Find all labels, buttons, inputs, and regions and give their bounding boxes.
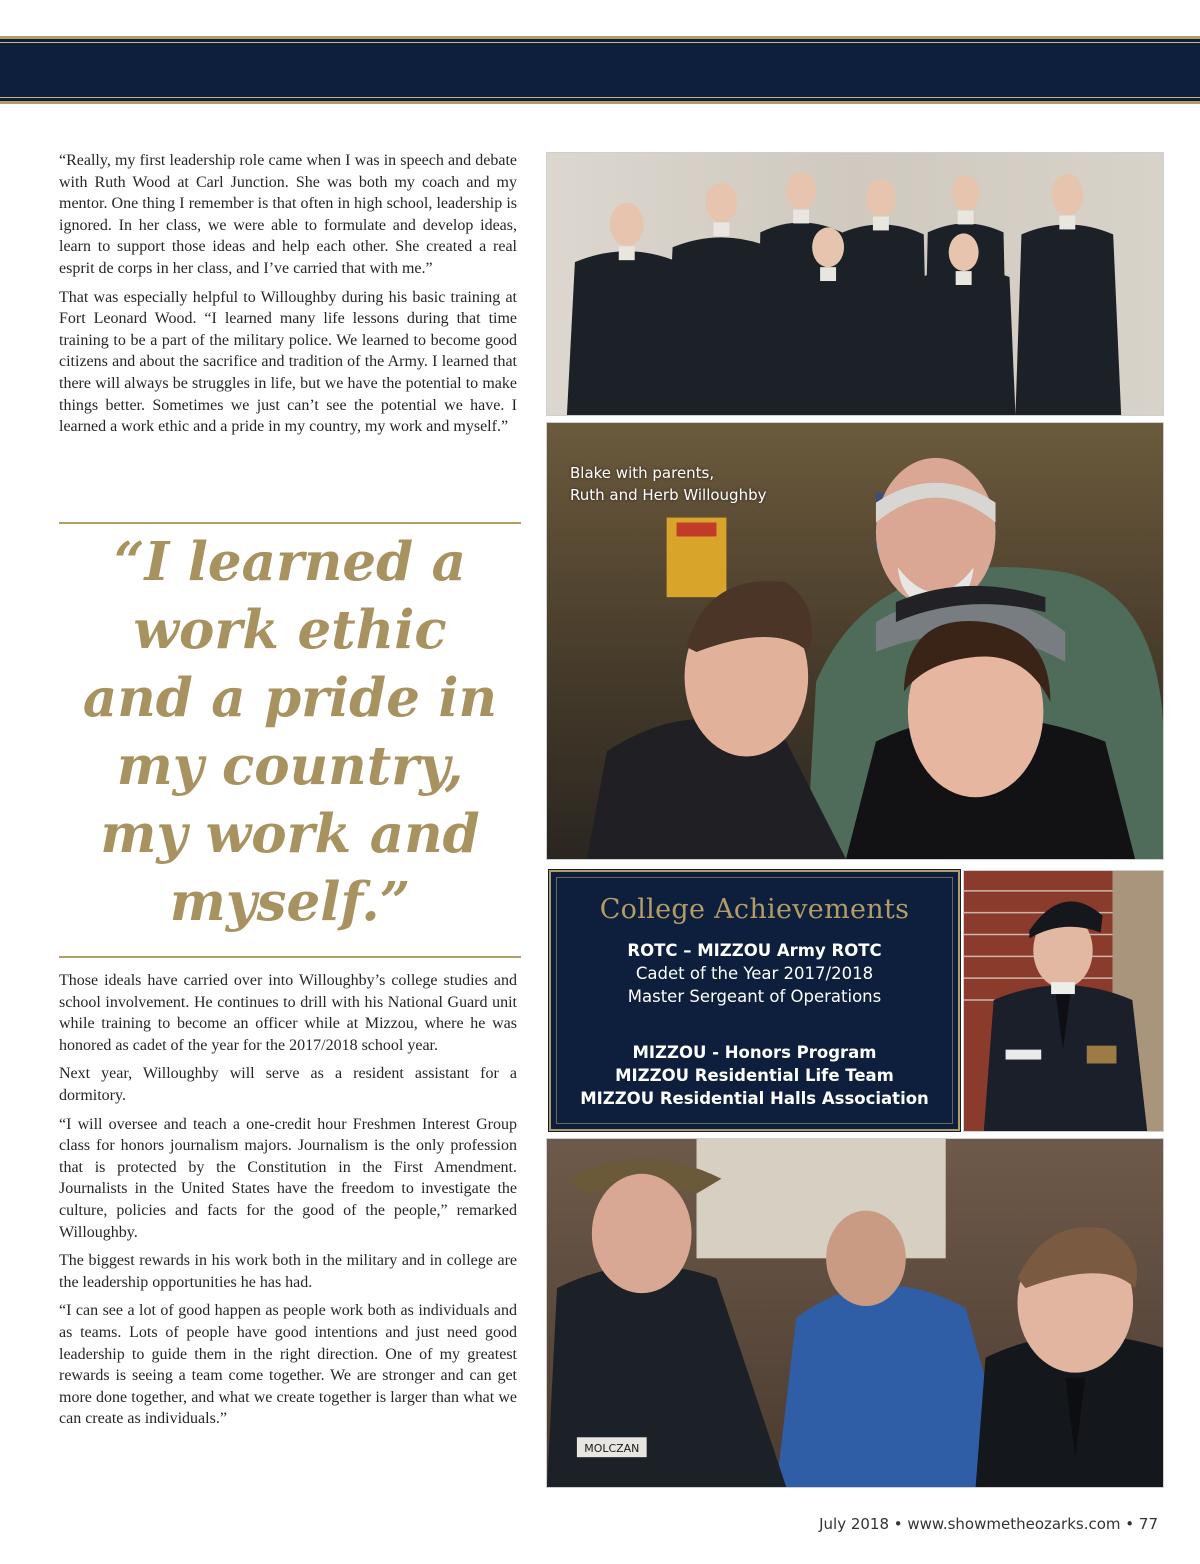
- pull-quote-top-rule: [59, 522, 521, 524]
- pull-quote-line: and a pride in: [82, 667, 498, 729]
- cadet-portrait-photo: [963, 870, 1164, 1132]
- officer-and-cadet-photo: [546, 1138, 1164, 1488]
- pull-quote-line: my work and: [100, 803, 480, 865]
- header-band: [0, 36, 1200, 104]
- achievement-item: Cadet of the Year 2017/2018: [635, 964, 874, 983]
- caption-line: Blake with parents,: [570, 464, 715, 482]
- pull-quote-line: work ethic: [133, 599, 447, 661]
- achievements-inner-frame: [556, 877, 953, 1124]
- caption-line: Ruth and Herb Willoughby: [570, 486, 767, 504]
- paragraph: “I will oversee and teach a one-credit hour Freshmen Interest Group class for honors journalism majors. Journalism is the only profession that is protected by the Constitution in the First Amendment. Journalists in the United States have the freedom to investigate the culture, policies and facts for the good of the people,” remarked Willoughby.: [59, 1115, 517, 1241]
- page-footer: July 2018 • www.showmetheozarks.com • 77: [819, 1515, 1158, 1533]
- paragraph: “Really, my first leadership role came when I was in speech and debate with Ruth Wood at Carl Junction. She was both my coach and my mentor. One thing I remember is that often in high school, leadership is ignored. In her class, we were able to formulate and develop ideas, learn to support those ideas and help each other. She created a real esprit de corps in her class, and I’ve carried that with me.”: [59, 152, 517, 277]
- achievement-item: MIZZOU - Honors Program: [632, 1043, 877, 1062]
- article-text-lower: [59, 970, 517, 1437]
- pull-quote: [59, 528, 521, 936]
- achievement-item: Master Sergeant of Operations: [627, 987, 882, 1006]
- pull-quote-line: my country,: [116, 735, 464, 797]
- achievement-item: MIZZOU Residential Halls Association: [580, 1089, 929, 1108]
- achievements-title: College Achievements: [599, 894, 910, 925]
- paragraph: That was especially helpful to Willoughby during his basic training at Fort Leonard Wood. “I learned many life lessons during that time training to be a part of the military police. We learned to become good citizens and about the sacrifice and tradition of the Army. I learned that there will always be struggles in life, but we have the potential to make things better. Sometimes we just can’t see the potential we have. I learned a work ethic and a pride in my country, my work and myself.”: [59, 288, 517, 436]
- nameplate-text: MOLCZAN: [584, 1442, 640, 1456]
- paragraph: Next year, Willoughby will serve as a resident assistant for a dormitory.: [59, 1065, 517, 1104]
- soldiers-group-photo: [546, 152, 1164, 416]
- family-photo-caption: [570, 462, 766, 506]
- achievement-item: ROTC – MIZZOU Army ROTC: [627, 941, 882, 960]
- paragraph: Those ideals have carried over into Willoughby’s college studies and school involvement. He continues to drill with his National Guard unit while training to become an officer while at Mizzou, where he was honored as cadet of the year for the 2017/2018 school year.: [59, 972, 517, 1054]
- article-text-upper: [59, 150, 517, 445]
- achievement-item: MIZZOU Residential Life Team: [615, 1066, 894, 1085]
- pull-quote-line: “I learned a: [114, 531, 466, 593]
- college-achievements-box: [549, 870, 960, 1131]
- pull-quote-line: myself.”: [169, 871, 411, 933]
- paragraph: The biggest rewards in his work both in the military and in college are the leadership opportunities he has had.: [59, 1252, 517, 1291]
- pull-quote-bottom-rule: [59, 956, 521, 958]
- paragraph: “I can see a lot of good happen as people work both as individuals and as teams. Lots of people have good intentions and just need good leadership to guide them in the right direction. One of my greatest rewards is seeing a team come together. We are stronger and can get more done together, and what we create together is larger than what we can create as individuals.”: [59, 1302, 517, 1428]
